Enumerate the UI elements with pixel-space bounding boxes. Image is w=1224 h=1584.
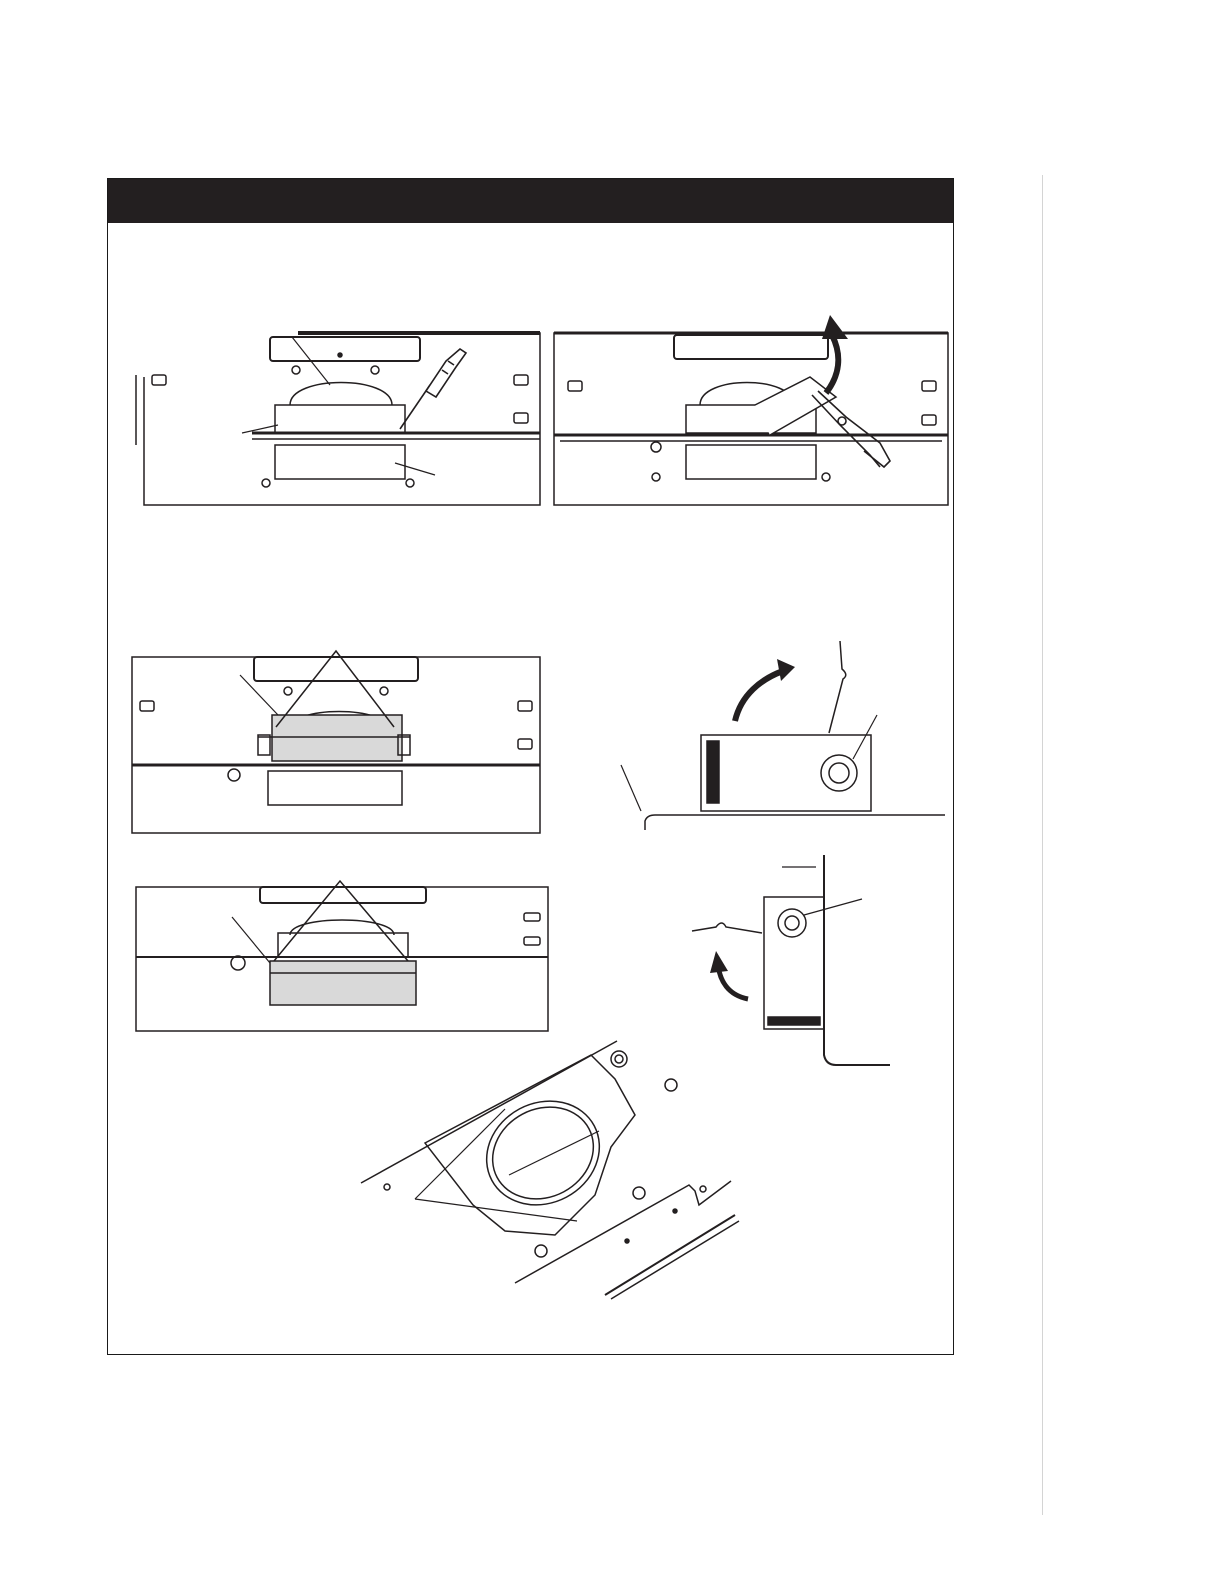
damper-front-diagram [128,645,548,840]
figure-pliers [550,305,960,515]
screwdriver-hood-diagram [130,325,550,515]
damper-lowered-diagram [132,877,552,1037]
pliers-hood-diagram [550,305,960,515]
figure-damper-lowered [132,877,552,1037]
figure-junction-box-a [615,635,950,840]
rotate-arrow-icon [735,671,783,721]
figure-duct-collar [355,1035,775,1305]
figure-screwdriver [130,325,550,515]
duct-collar-diagram [355,1035,775,1305]
figure-damper-front [128,645,548,840]
page-side-rule [1042,175,1043,1515]
panel-header-bar [108,179,953,223]
junction-box-diagram-a [615,635,950,840]
